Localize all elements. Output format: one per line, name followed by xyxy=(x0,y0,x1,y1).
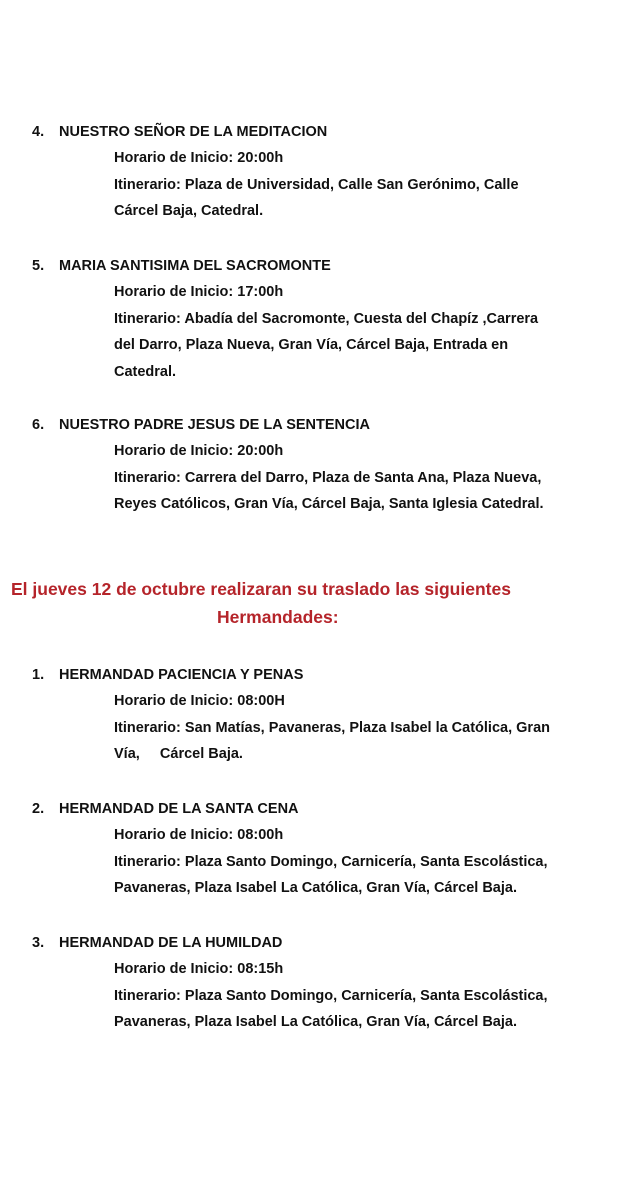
entry-number: 4. xyxy=(32,124,45,140)
entry-schedule: Horario de Inicio: 20:00h xyxy=(114,443,284,459)
entry-number: 3. xyxy=(32,935,45,951)
entry-itinerary-line: Reyes Católicos, Gran Vía, Cárcel Baja, Santa Iglesia Catedral. xyxy=(114,496,544,512)
entry-itinerary-line: Itinerario: Carrera del Darro, Plaza de Santa Ana, Plaza Nueva, xyxy=(114,469,542,486)
entry-itinerary-line: Vía, Cárcel Baja. xyxy=(114,746,243,762)
entry-number: 5. xyxy=(32,258,45,274)
entry-itinerary-line: Pavaneras, Plaza Isabel La Católica, Gran Vía, Cárcel Baja. xyxy=(114,880,517,896)
entry-itinerary-line: Itinerario: Abadía del Sacromonte, Cuesta del Chapíz ,Carrera xyxy=(114,310,539,327)
entry-title: HERMANDAD DE LA HUMILDAD xyxy=(59,935,283,951)
heading-line: El jueves 12 de octubre realizaran su traslado las siguientes xyxy=(11,579,511,599)
entry-title: MARIA SANTISIMA DEL SACROMONTE xyxy=(59,258,331,274)
entry-itinerary-line: Itinerario: Plaza Santo Domingo, Carnicería, Santa Escolástica, xyxy=(114,987,548,1004)
entry-itinerary-line: Catedral. xyxy=(114,363,177,380)
procession-entry xyxy=(0,930,624,1036)
entry-itinerary-line: Itinerario: Plaza Santo Domingo, Carnicería, Santa Escolástica, xyxy=(114,853,548,870)
entry-itinerary-line: Pavaneras, Plaza Isabel La Católica, Gran Vía, Cárcel Baja. xyxy=(114,1014,517,1030)
procession-entry xyxy=(0,662,624,768)
entry-schedule: Horario de Inicio: 17:00h xyxy=(114,284,284,300)
entry-schedule: Horario de Inicio: 08:00H xyxy=(114,693,285,709)
entry-number: 6. xyxy=(32,417,45,433)
procession-entry xyxy=(0,119,624,225)
procession-entry xyxy=(0,412,624,518)
procession-entry xyxy=(0,253,624,385)
entry-title: HERMANDAD PACIENCIA Y PENAS xyxy=(59,667,304,683)
entry-title: HERMANDAD DE LA SANTA CENA xyxy=(59,801,299,817)
heading-line: Hermandades: xyxy=(217,607,339,627)
entry-number: 2. xyxy=(32,801,45,817)
procession-entry xyxy=(0,796,624,902)
entry-schedule: Horario de Inicio: 20:00h xyxy=(114,150,284,166)
entry-itinerary-line: Cárcel Baja, Catedral. xyxy=(114,203,264,219)
entry-title: NUESTRO PADRE JESUS DE LA SENTENCIA xyxy=(59,417,370,433)
entry-title: NUESTRO SEÑOR DE LA MEDITACION xyxy=(59,124,328,140)
entry-schedule: Horario de Inicio: 08:00h xyxy=(114,827,284,843)
entry-number: 1. xyxy=(32,667,45,683)
entry-schedule: Horario de Inicio: 08:15h xyxy=(114,961,284,977)
section-heading xyxy=(0,575,624,635)
entry-itinerary-line: Itinerario: San Matías, Pavaneras, Plaza Isabel la Católica, Gran xyxy=(114,719,550,736)
entry-itinerary-line: del Darro, Plaza Nueva, Gran Vía, Cárcel Baja, Entrada en xyxy=(114,337,509,353)
entry-itinerary-line: Itinerario: Plaza de Universidad, Calle San Gerónimo, Calle xyxy=(114,176,519,193)
